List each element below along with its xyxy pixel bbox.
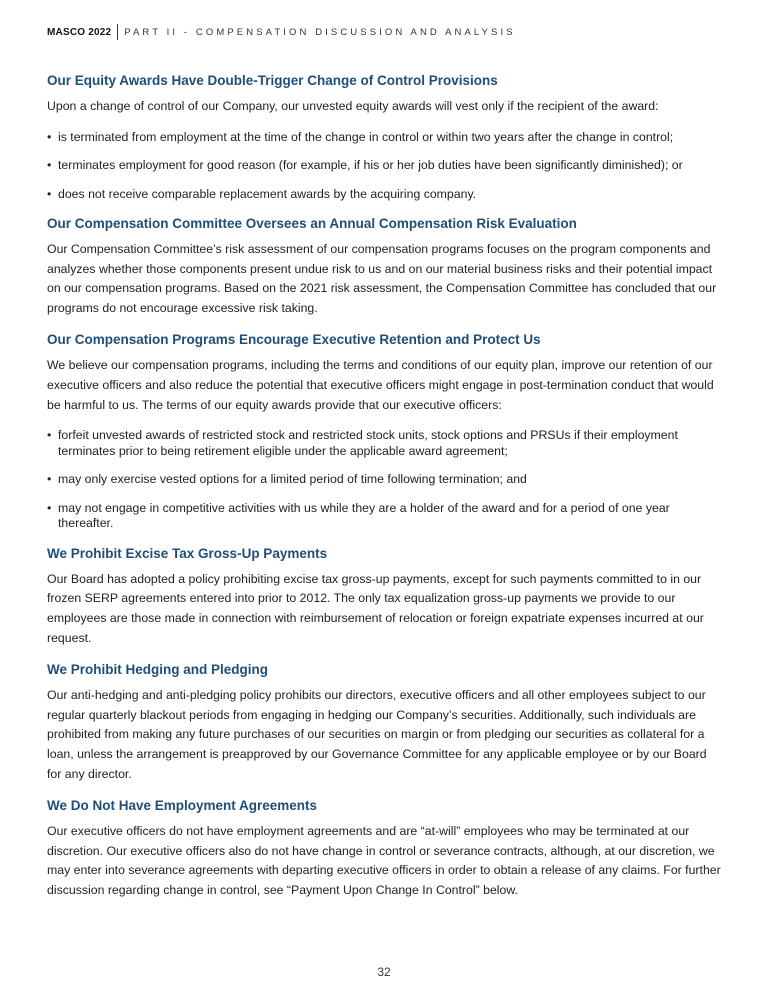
list-item: • terminates employment for good reason (for example, if his or her job duties have been significantly diminished); or [47,158,723,174]
brand-label: MASCO 2022 [47,26,112,38]
section-excise-tax [47,545,723,648]
list-item: • may not engage in competitive activities with us while they are a holder of the award and for a period of one year thereafter. [47,501,723,532]
section-paragraph: Our anti-hedging and anti-pledging policy prohibits our directors, executive officers and all other employees subject to our regular quarterly blackout periods from engaging in hedging our Company’s securities. Additionally, such individuals are prohibited from making any future purchases of our securities on margin or from pledging our securities as collateral for a loan, unless the arrangement is preapproved by our Governance Committee for any applicable employee or by our Board for any director. [47,688,707,781]
list-item: • may only exercise vested options for a limited period of time following termination; and [47,472,723,488]
section-paragraph: Our Compensation Committee’s risk assessment of our compensation programs focuses on the program components and analyzes whether those components present undue risk to us and on our material business risks and their potential impact on our compensation programs. Based on the 2021 risk assessment, the Compensation Committee has concluded that our programs do not encourage excessive risk taking. [47,242,717,315]
section-double-trigger [47,72,723,202]
section-employment-agreements [47,797,723,900]
page-header [47,24,516,40]
section-label: PART II - COMPENSATION DISCUSSION AND ANALYSIS [124,26,516,38]
header-divider [117,24,118,40]
list-item: • is terminated from employment at the time of the change in control or within two years after the change in control; [47,130,723,146]
section-heading: We Prohibit Hedging and Pledging [47,662,268,678]
section-paragraph: Our Board has adopted a policy prohibiting excise tax gross-up payments, except for such payments committed to in our frozen SERP agreements entered into prior to 2012. The only tax equalization gross-up payments we provide to our employees are those made in connection with reimbursement of relocation or foreign expatriate expenses incurred at our request. [47,571,704,645]
page-number: 32 [377,965,391,979]
section-heading: Our Compensation Committee Oversees an Annual Compensation Risk Evaluation [47,216,577,232]
bullet-list [47,130,723,203]
section-paragraph: Our executive officers do not have employment agreements and are “at-will” employees who may be terminated at our discretion. Our executive officers also do not have change in control or severance contracts, although, at our discretion, we may enter into severance agreements with departing executive officers in order to obtain a release of any claims. For further discussion regarding change in control, see “Payment Upon Change In Control” below. [47,824,721,897]
section-hedging-pledging [47,661,723,784]
list-item: • does not receive comparable replacement awards by the acquiring company. [47,187,723,203]
section-executive-retention [47,331,723,531]
section-heading: We Do Not Have Employment Agreements [47,798,318,814]
section-heading: Our Compensation Programs Encourage Executive Retention and Protect Us [47,332,541,348]
list-item: • forfeit unvested awards of restricted stock and restricted stock units, stock options and PRSUs if their employment terminates prior to being retirement eligible under the applicable award agreement; [47,428,723,459]
section-heading: Our Equity Awards Have Double-Trigger Change of Control Provisions [47,73,498,88]
section-paragraph: We believe our compensation programs, including the terms and conditions of our equity plan, improve our retention of our executive officers and also reduce the potential that executive officers might engage in post-termination conduct that would be harmful to us. The terms of our equity awards provide that our executive officers: [47,358,714,412]
section-risk-evaluation [47,215,723,318]
document-body [47,72,723,913]
section-heading: We Prohibit Excise Tax Gross-Up Payments [47,545,328,561]
bullet-list [47,428,723,532]
section-paragraph: Upon a change of control of our Company, our unvested equity awards will vest only if the recipient of the award: [47,99,659,113]
